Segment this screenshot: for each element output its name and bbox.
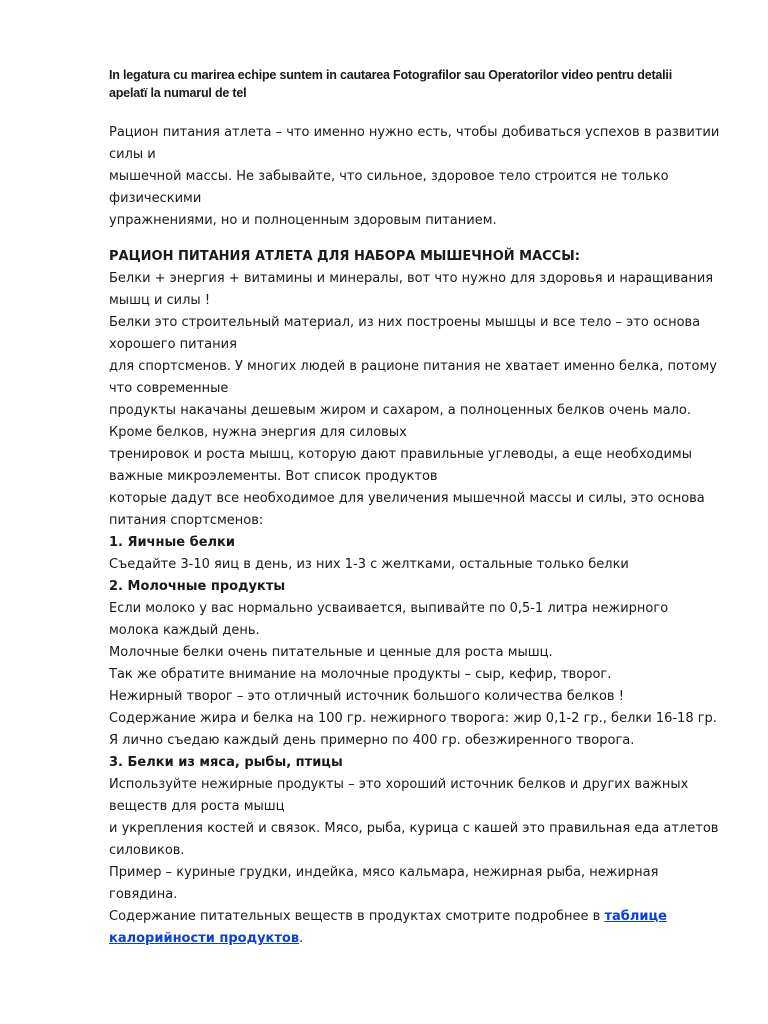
- text-line: Пример – куриные грудки, индейка, мясо кальмара, нежирная рыба, нежирная: [109, 865, 659, 880]
- text-line: Я лично съедаю каждый день примерно по 400 гр. обезжиренного творога.: [109, 733, 635, 748]
- text-line: силовиков.: [109, 843, 185, 858]
- notice-line: apelatï la numarul de tel: [109, 86, 247, 100]
- text-line: что современные: [109, 381, 229, 396]
- document-page: [109, 66, 720, 950]
- text-line: которые дадут все необходимое для увеличения мышечной массы и силы, это основа: [109, 491, 705, 506]
- link-suffix-text: .: [299, 931, 304, 946]
- intro-paragraph: [109, 122, 720, 232]
- text-line: Белки + энергия + витамины и минералы, вот что нужно для здоровья и наращивания: [109, 271, 714, 286]
- recruitment-notice: [109, 66, 699, 102]
- text-line-with-link: [109, 928, 699, 950]
- text-line: веществ для роста мышц: [109, 799, 285, 814]
- text-line: мышечной массы. Не забывайте, что сильное, здоровое тело строится не только: [109, 169, 669, 184]
- calorie-table-link[interactable]: таблице: [604, 909, 667, 924]
- section-heading: РАЦИОН ПИТАНИЯ АТЛЕТА ДЛЯ НАБОРА МЫШЕЧНОЙ МАССЫ:: [109, 249, 580, 264]
- subsection-heading: 1. Яичные белки: [109, 535, 235, 550]
- text-line: молока каждый день.: [109, 623, 260, 638]
- text-line: мышц и силы !: [109, 293, 211, 308]
- text-line: Рацион питания атлета – что именно нужно есть, чтобы добиваться успехов в развитии: [109, 125, 720, 140]
- text-line: упражнениями, но и полноценным здоровым питанием.: [109, 213, 497, 228]
- text-line: Кроме белков, нужна энергия для силовых: [109, 425, 407, 440]
- notice-line: In legatura cu marirea echipe suntem in cautarea Fotografilor sau Operatorilor video pentru detalii: [109, 68, 672, 82]
- text-line: питания спортсменов:: [109, 513, 264, 528]
- text-line: и укрепления костей и связок. Мясо, рыба, курица с кашей это правильная еда атлетов: [109, 821, 719, 836]
- text-line: тренировок и роста мышц, которую дают правильные углеводы, а еще необходимы: [109, 447, 692, 462]
- subsection-heading: 3. Белки из мяса, рыбы, птицы: [109, 755, 343, 770]
- text-line: говядина.: [109, 887, 178, 902]
- article-section: [109, 246, 719, 950]
- link-prefix-text: Содержание питательных веществ в продуктах смотрите подробнее в: [109, 909, 605, 924]
- text-line: для спортсменов. У многих людей в рационе питания не хватает именно белка, потому: [109, 359, 717, 374]
- text-line: физическими: [109, 191, 202, 206]
- text-line: Содержание жира и белка на 100 гр. нежирного творога: жир 0,1-2 гр., белки 16-18 гр.: [109, 711, 717, 726]
- text-line: Если молоко у вас нормально усваивается, выпивайте по 0,5-1 литра нежирного: [109, 601, 669, 616]
- text-line: Нежирный творог – это отличный источник большого количества белков !: [109, 689, 624, 704]
- text-line: продукты накачаны дешевым жиром и сахаром, а полноценных белков очень мало.: [109, 403, 691, 418]
- text-line: важные микроэлементы. Вот список продуктов: [109, 469, 438, 484]
- text-line: Так же обратите внимание на молочные продукты – сыр, кефир, творог.: [109, 667, 612, 682]
- text-line: силы и: [109, 147, 156, 162]
- calorie-table-link-continued[interactable]: калорийности продуктов: [109, 931, 300, 946]
- subsection-heading: 2. Молочные продукты: [109, 579, 286, 594]
- text-line-with-link: [109, 906, 699, 928]
- text-line: Молочные белки очень питательные и ценные для роста мышц.: [109, 645, 553, 660]
- text-line: Белки это строительный материал, из них построены мышцы и все тело – это основа: [109, 315, 701, 330]
- text-line: хорошего питания: [109, 337, 237, 352]
- text-line: Съедайте 3-10 яиц в день, из них 1-3 с желтками, остальные только белки: [109, 557, 629, 572]
- text-line: Используйте нежирные продукты – это хороший источник белков и других важных: [109, 777, 689, 792]
